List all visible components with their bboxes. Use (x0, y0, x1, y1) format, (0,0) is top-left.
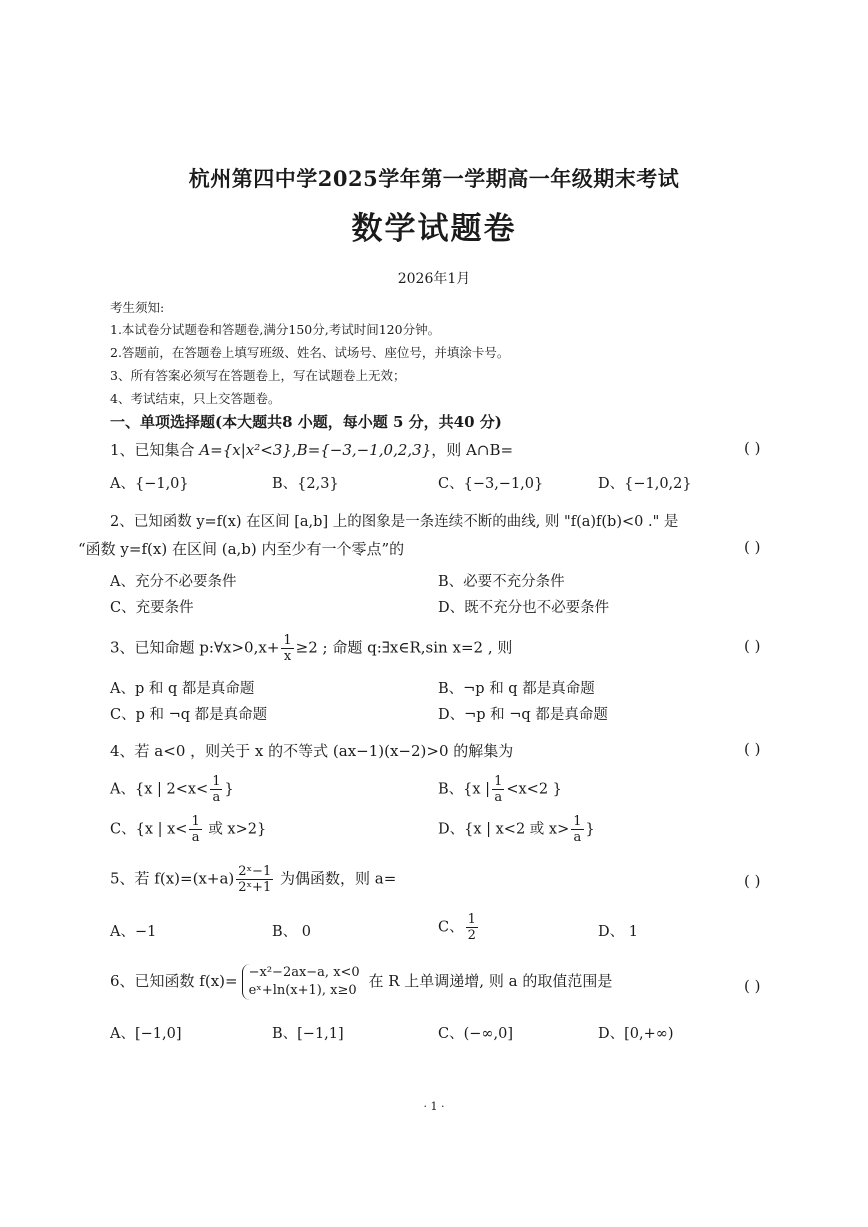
q6-piecewise (242, 964, 360, 1000)
answer-paren-2: ( ) (744, 538, 761, 556)
notice-item-4: 4、考试结束，只上交答题卷。 (110, 391, 281, 406)
q4-a-num: 1 (212, 774, 221, 789)
q2-option-c: C、充要条件 (110, 600, 194, 616)
q5-option-d: D、 1 (598, 924, 638, 940)
q6-option-b: B、[−1,1] (272, 1026, 344, 1042)
q4-d-den: a (573, 830, 582, 845)
notice-item-1: 1.本试卷分试题卷和答题卷,满分150分,考试时间120分钟。 (110, 322, 441, 337)
q3-option-a: A、p 和 q 都是真命题 (110, 681, 255, 697)
notice-item-2: 2.答题前，在答题卷上填写班级、姓名、试场号、座位号，并填涂卡号。 (110, 345, 510, 360)
q1-suffix: ，则 A∩B= (431, 441, 514, 459)
q6-option-a: A、[−1,0] (110, 1026, 182, 1042)
q3-option-b: B、¬p 和 q 都是真命题 (438, 681, 595, 697)
page-number: · 1 · (423, 1100, 445, 1113)
q1-prefix: 1、已知集合 (110, 441, 200, 459)
q4-c-frac (189, 814, 201, 845)
q3-option-c: C、p 和 ¬q 都是真命题 (110, 707, 268, 723)
q5-c-den: 2 (467, 928, 476, 943)
q4-a-post: } (224, 781, 234, 798)
q1-option-b: B、{2,3} (272, 476, 339, 492)
q3-suffix: ≥2 ; 命题 q:∃x∈R,sin x=2 , 则 (295, 638, 513, 657)
section-title: 一、单项选择题(本大题共8 小题，每小题 5 分，共40 分) (110, 413, 502, 431)
q2-option-b: B、必要不充分条件 (438, 574, 565, 590)
q5-fraction (236, 864, 273, 895)
q4-d-post: } (585, 821, 595, 838)
q3-frac-num: 1 (283, 633, 292, 648)
q4-d-pre: D、{x | x<2 或 x> (438, 821, 570, 838)
q4-b-post: <x<2 } (506, 781, 562, 798)
q3-prefix: 3、已知命题 p:∀x>0,x+ (110, 638, 280, 657)
q3-frac-den: x (283, 649, 292, 664)
notice-heading: 考生须知: (110, 300, 165, 315)
answer-paren-3: ( ) (744, 637, 761, 655)
q5-option-c (438, 912, 480, 943)
question-1-stem (110, 439, 513, 460)
q4-c-post: 或 x>2} (203, 821, 267, 838)
q5-c-pre: C、 (438, 919, 464, 936)
q4-option-b (438, 774, 562, 805)
q4-a-frac (210, 774, 222, 805)
q4-b-num: 1 (494, 774, 503, 789)
q6-case-2: eˣ+ln(x+1), x≥0 (248, 983, 357, 998)
question-4-stem: 4、若 a<0 ，则关于 x 的不等式 (ax−1)(x−2)>0 的解集为 (110, 742, 514, 760)
q4-a-pre: A、{x | 2<x< (110, 781, 209, 798)
q5-suffix: 为偶函数，则 a= (275, 869, 397, 888)
question-2-line1: 2、已知函数 y=f(x) 在区间 [a,b] 上的图象是一条连续不断的曲线, 则 "f(a)f(b)<0 ." 是 (110, 514, 679, 530)
answer-paren-6: ( ) (744, 977, 761, 995)
q4-option-a (110, 774, 234, 805)
q6-prefix: 6、已知函数 f(x)= (110, 972, 238, 990)
q4-c-pre: C、{x | x< (110, 821, 188, 838)
q2-option-a: A、充分不必要条件 (110, 574, 237, 590)
notice-item-3: 3、所有答案必须写在答题卷上，写在试题卷上无效； (110, 368, 406, 383)
q4-option-d (438, 814, 595, 845)
q6-suffix: 在 R 上单调递增, 则 a 的取值范围是 (363, 972, 613, 990)
answer-paren-5: ( ) (744, 872, 761, 890)
q5-frac-num: 2ˣ−1 (238, 864, 272, 879)
q5-prefix: 5、若 f(x)=(x+a) (110, 869, 235, 888)
q4-b-frac (492, 774, 504, 805)
q4-b-den: a (494, 790, 503, 805)
q6-option-d: D、[0,+∞) (598, 1026, 674, 1042)
answer-paren-1: ( ) (744, 439, 761, 457)
q3-fraction (281, 633, 293, 664)
q4-c-num: 1 (191, 814, 200, 829)
q1-option-c: C、{−3,−1,0} (438, 476, 544, 492)
exam-date: 2026年1月 (397, 271, 471, 287)
question-5-stem (110, 864, 396, 895)
exam-title: 杭州第四中学2025学年第一学期高一年级期末考试 (188, 166, 680, 191)
q6-case-1: −x²−2ax−a, x<0 (248, 965, 360, 980)
q4-d-frac (571, 814, 583, 845)
q4-option-c (110, 814, 266, 845)
q5-c-frac (466, 912, 478, 943)
q5-option-b: B、 0 (272, 924, 311, 940)
q1-option-a: A、{−1,0} (110, 476, 189, 492)
question-6-stem (110, 964, 612, 1000)
answer-paren-4: ( ) (744, 740, 761, 758)
q5-frac-den: 2ˣ+1 (238, 880, 272, 895)
question-3-stem (110, 633, 512, 664)
q5-option-a: A、−1 (110, 924, 157, 940)
q6-option-c: C、(−∞,0] (438, 1026, 513, 1042)
q4-a-den: a (212, 790, 221, 805)
q4-c-den: a (191, 830, 200, 845)
q5-c-num: 1 (467, 912, 476, 927)
q4-d-num: 1 (573, 814, 582, 829)
q2-option-d: D、既不充分也不必要条件 (438, 600, 610, 616)
question-2-line2: “函数 y=f(x) 在区间 (a,b) 内至少有一个零点”的 (78, 540, 405, 558)
q1-math: A={x|x²<3},B={−3,−1,0,2,3} (199, 441, 432, 459)
paper-title: 数学试题卷 (351, 211, 517, 247)
q3-option-d: D、¬p 和 ¬q 都是真命题 (438, 707, 608, 723)
q1-option-d: D、{−1,0,2} (598, 476, 692, 492)
q4-b-pre: B、{x | (438, 781, 491, 798)
